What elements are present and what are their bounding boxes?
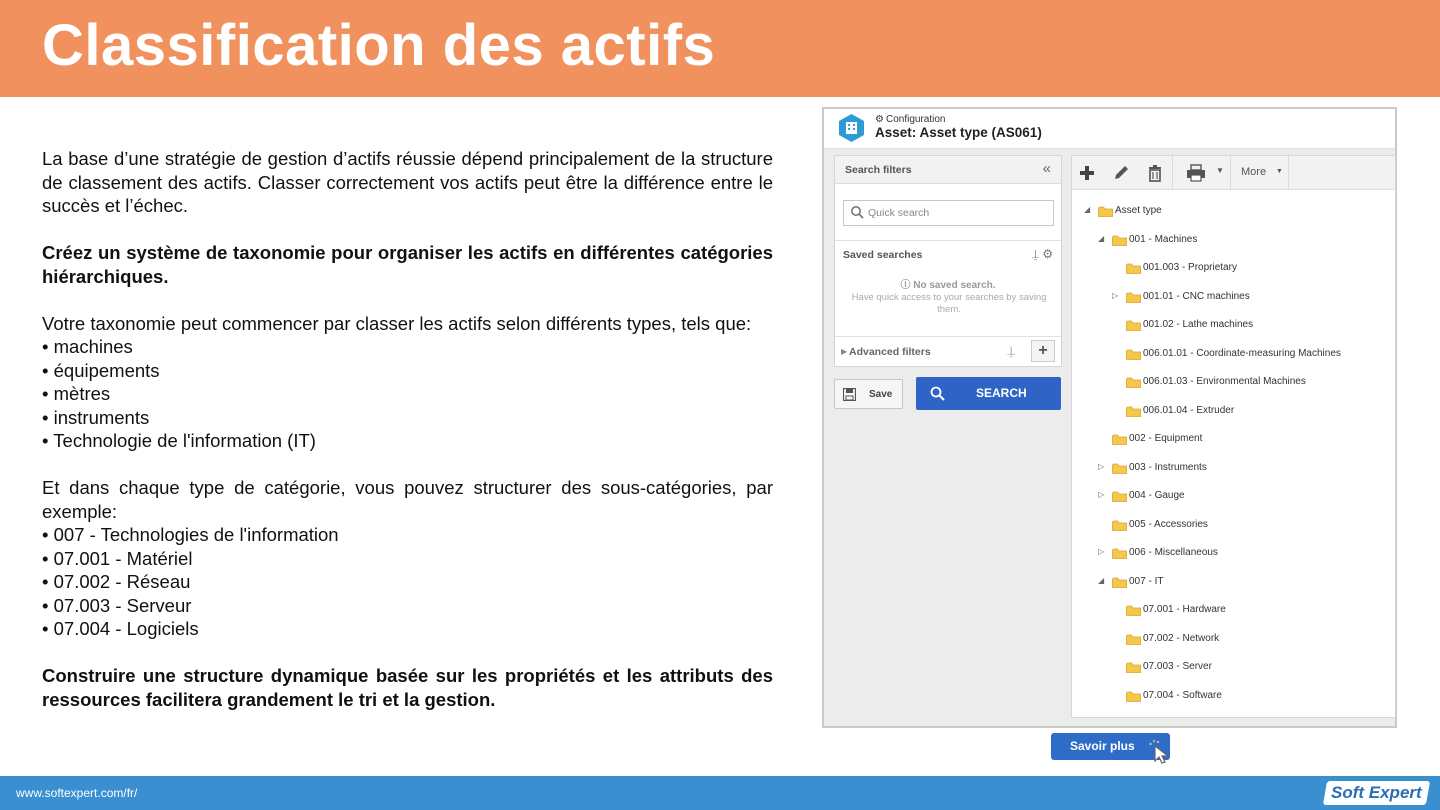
save-button[interactable] — [834, 379, 903, 409]
app-screenshot — [822, 107, 1397, 728]
folder-icon — [1126, 292, 1141, 303]
collapsed-toggle-icon[interactable]: ▷ — [1098, 461, 1105, 471]
saved-searches-actions — [1032, 247, 1053, 262]
tree-node-label: 007 - IT — [1129, 575, 1164, 587]
app-body — [824, 149, 1395, 726]
body-text — [42, 147, 773, 711]
collapsed-toggle-icon[interactable]: ▷ — [1098, 490, 1105, 499]
breadcrumb-label: Configuration — [885, 114, 946, 125]
search-filters-panel — [834, 155, 1062, 367]
folder-icon — [1112, 463, 1127, 474]
broom-icon[interactable]: ⍊ — [1031, 247, 1039, 261]
gear-icon[interactable]: ⚙ — [1042, 247, 1053, 261]
tree-node-label: 006.01.03 - Environmental Machines — [1143, 376, 1306, 387]
folder-icon — [1112, 434, 1127, 445]
savoir-plus-button[interactable] — [1051, 733, 1170, 760]
tree-node-label: 07.003 - Server — [1143, 661, 1212, 672]
edit-icon[interactable] — [1112, 164, 1130, 182]
folder-icon — [1126, 634, 1141, 645]
list-item: • équipements — [42, 359, 160, 381]
list-item: • 07.001 - Matériel — [42, 547, 193, 569]
softexpert-logo — [1323, 781, 1430, 805]
list-item: • Technologie de l'information (IT) — [42, 430, 316, 451]
folder-icon — [1126, 662, 1141, 673]
page-title: Classification des actifs — [42, 13, 716, 78]
pointer-cursor-icon — [1149, 739, 1175, 765]
folder-icon — [1126, 320, 1141, 331]
save-icon — [843, 388, 856, 401]
no-saved-search-hint: Have quick access to your searches by saving them. — [851, 292, 1047, 315]
print-button[interactable] — [1173, 156, 1231, 189]
list-item: • mètres — [42, 383, 111, 404]
tree-node-label: 001.003 - Proprietary — [1143, 262, 1237, 273]
tree-node-label: 001.02 - Lathe machines — [1143, 319, 1254, 330]
advanced-filters-row[interactable] — [835, 336, 1061, 366]
print-icon — [1186, 164, 1206, 182]
list-item: • machines — [42, 336, 133, 357]
delete-icon[interactable] — [1146, 164, 1164, 182]
tree-node-label: 004 - Gauge — [1129, 490, 1185, 501]
tree-node-label: 006 - Miscellaneous — [1129, 547, 1218, 558]
quick-search-input[interactable] — [868, 204, 1048, 222]
tree-node-label: 002 - Equipment — [1129, 433, 1203, 444]
folder-icon — [1126, 263, 1141, 274]
tree-node-label: 001.01 - CNC machines — [1143, 290, 1250, 302]
folder-icon — [1126, 349, 1141, 360]
folder-icon — [1126, 691, 1141, 702]
tree-panel — [1071, 155, 1396, 718]
more-button[interactable] — [1231, 156, 1289, 189]
folder-icon — [1126, 605, 1141, 616]
info-icon: ⓘ — [900, 280, 911, 291]
collapsed-toggle-icon[interactable]: ▷ — [1112, 290, 1119, 300]
tree-node-label: 07.002 - Network — [1143, 632, 1220, 644]
savoir-plus-label: Savoir plus — [1070, 739, 1135, 753]
subcategories-intro: Et dans chaque type de catégorie, vous pouvez structurer des sous-catégories, par exemple: — [42, 477, 773, 522]
advanced-filters-label: Advanced filters — [849, 346, 931, 358]
collapsed-toggle-icon[interactable]: ▷ — [1098, 547, 1105, 556]
tree-node-label: 003 - Instruments — [1129, 461, 1207, 473]
folder-icon — [1112, 235, 1127, 246]
tree-node-label: 006.01.04 - Extruder — [1143, 404, 1235, 416]
footer-bar — [0, 776, 1440, 810]
folder-icon — [1112, 548, 1127, 559]
chevron-right-icon: ▶ — [841, 347, 848, 356]
chevron-down-icon: ▼ — [1276, 168, 1283, 175]
saved-searches-label: Saved searches — [843, 249, 923, 261]
asset-app-icon — [838, 113, 865, 143]
more-label: More — [1241, 166, 1267, 178]
folder-icon — [1126, 377, 1141, 388]
app-title: Asset: Asset type (AS061) — [875, 125, 1042, 140]
subcategories-list — [42, 523, 773, 641]
folder-icon — [1112, 520, 1127, 531]
tree-node-label: 005 - Accessories — [1129, 518, 1208, 530]
breadcrumb[interactable] — [875, 114, 945, 125]
tree-node-label: Asset type — [1115, 205, 1162, 216]
folder-icon — [1112, 491, 1127, 502]
add-icon[interactable] — [1078, 164, 1096, 182]
emphasis-paragraph-1: Créez un système de taxonomie pour organiser les actifs en différentes catégories hiérarchiques. — [42, 242, 773, 287]
app-header — [824, 109, 1395, 149]
add-filter-button[interactable]: + — [1031, 340, 1055, 362]
list-item: • 07.003 - Serveur — [42, 594, 192, 616]
emphasis-paragraph-2: Construire une structure dynamique basée sur les propriétés et les attributs des ressources facilitera grandement le tri et la gestion. — [42, 665, 773, 710]
tree-node-label: 001 - Machines — [1129, 233, 1198, 245]
no-saved-search-text: No saved search. — [913, 280, 996, 291]
tree-node-label: 07.001 - Hardware — [1143, 604, 1226, 615]
quick-search-box — [843, 200, 1054, 226]
list-item: • 07.002 - Réseau — [42, 571, 191, 592]
search-icon — [930, 386, 945, 401]
list-item: • instruments — [42, 406, 150, 428]
types-list — [42, 335, 773, 453]
folder-icon — [1126, 406, 1141, 417]
search-button[interactable] — [916, 377, 1061, 410]
title-banner — [0, 0, 1440, 97]
list-item: • 07.004 - Logiciels — [42, 618, 199, 639]
edit-actions-group — [1072, 156, 1172, 189]
intro-paragraph: La base d’une stratégie de gestion d’actifs réussie dépend principalement de la structure de classement des actifs. Classer correctement vos actifs peut être la différence entre le succès et l’échec. — [42, 148, 773, 216]
expanded-toggle-icon[interactable]: ◢ — [1084, 205, 1091, 214]
folder-icon — [1112, 577, 1127, 588]
tree-toolbar — [1072, 156, 1395, 190]
search-icon — [850, 205, 864, 219]
expanded-toggle-icon[interactable]: ◢ — [1098, 575, 1105, 585]
saved-searches-section — [835, 240, 1061, 336]
tree-node-label: 006.01.01 - Coordinate-measuring Machines — [1143, 347, 1341, 359]
search-filters-label: Search filters — [845, 164, 912, 176]
folder-icon — [1098, 206, 1113, 217]
expanded-toggle-icon[interactable]: ◢ — [1098, 233, 1105, 243]
footer-url[interactable]: www.softexpert.com/fr/ — [16, 786, 138, 800]
types-intro: Votre taxonomie peut commencer par classer les actifs selon différents types, tels que: — [42, 312, 752, 334]
collapse-panel-icon[interactable]: « — [1042, 160, 1051, 177]
chevron-down-icon: ▼ — [1216, 166, 1224, 175]
search-filters-header — [835, 156, 1061, 184]
no-saved-search-message — [835, 276, 1061, 291]
tree-node-label: 07.004 - Software — [1143, 689, 1222, 701]
gear-icon: ⚙ — [875, 114, 884, 125]
search-label: SEARCH — [976, 386, 1027, 400]
broom-icon[interactable]: ⍊ — [1007, 343, 1015, 358]
brand-text: Soft Expert — [1331, 783, 1422, 802]
list-item: • 007 - Technologies de l'information — [42, 524, 339, 545]
save-label: Save — [869, 389, 893, 400]
